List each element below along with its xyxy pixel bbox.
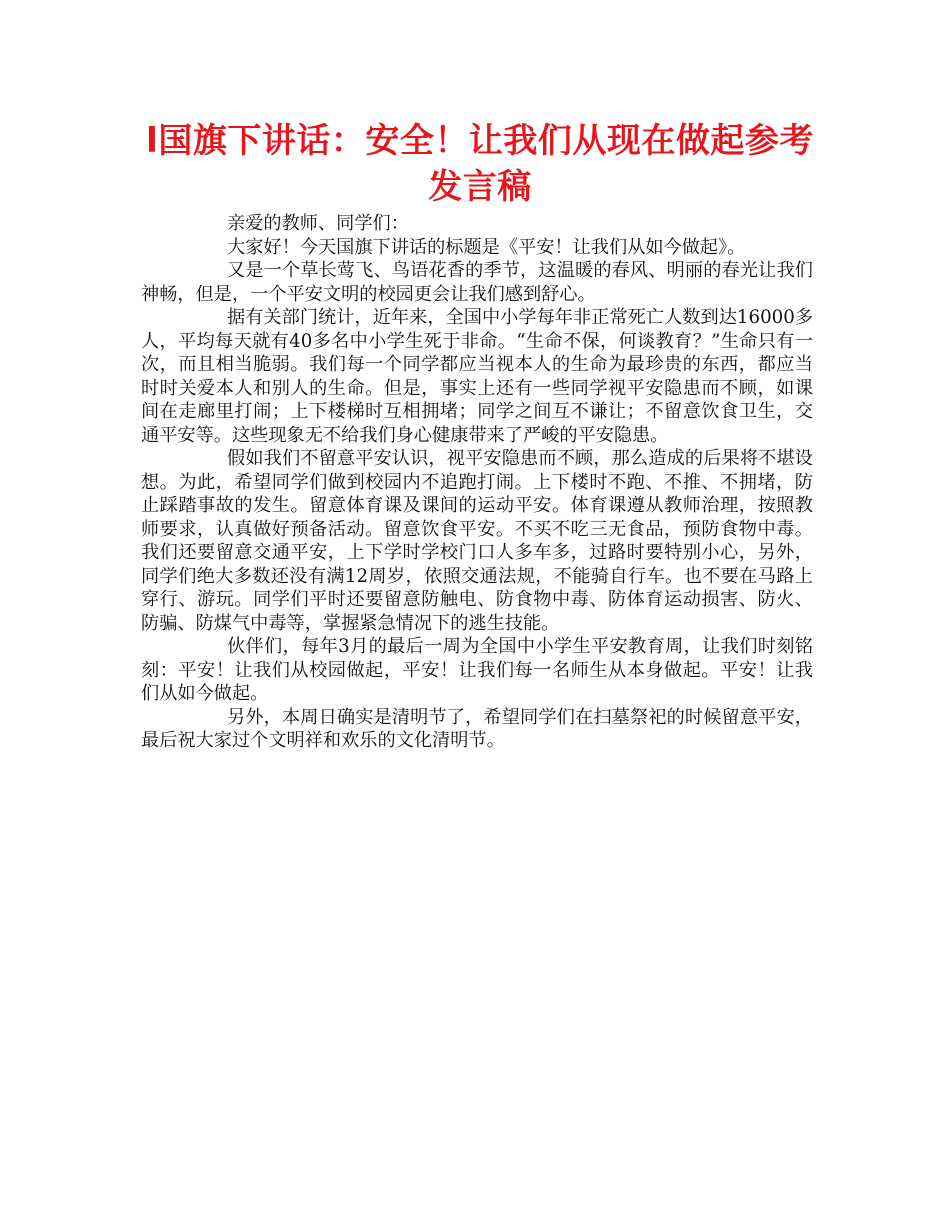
paragraph-greeting: 亲爱的教师、同学们： <box>227 213 409 234</box>
paragraph-season: 又是一个草长莺飞、鸟语花香的季节，这温暖的春风、明丽的春光让我们神畅，但是，一个平安文明的校园更会让我们感到舒心。 <box>141 260 813 305</box>
document-body <box>141 212 813 753</box>
paragraph-statistics: 据有关部门统计，近年来，全国中小学每年非正常死亡人数到达16000多人，平均每天就有40多名中小学生死于非命。“生命不保，何谈教育？”生命只有一次，而且相当脆弱。我们每一个同学都应当视本人的生命为最珍贵的东西，都应当时时关爱本人和别人的生命。但是，事实上还有一些同学视平安隐患而不顾，如课间在走廊里打闹；上下楼梯时互相拥堵；同学之间互不谦让；不留意饮食卫生，交通平安等。这些现象无不给我们身心健康带来了严峻的平安隐患。 <box>141 307 813 446</box>
paragraph-opening: 大家好！今天国旗下讲话的标题是《平安！让我们从如今做起》。 <box>227 236 746 258</box>
paragraph-safety-week: 伙伴们，每年3月的最后一周为全国中小学生平安教育周，让我们时刻铭刻：平安！让我们从校园做起，平安！让我们每一名师生从本身做起。平安！让我们从如今做起。 <box>141 636 813 704</box>
paragraph-closing: 另外，本周日确实是清明节了，希望同学们在扫墓祭祀的时候留意平安，最后祝大家过个文明祥和欢乐的文化清明节。 <box>141 706 813 751</box>
document-title: l国旗下讲话：安全！让我们从现在做起参考发言稿 <box>146 121 814 207</box>
paragraph-safety-rules: 假如我们不留意平安认识，视平安隐患而不顾，那么造成的后果将不堪设想。为此，希望同学们做到校园内不追跑打闹。上下楼时不跑、不推、不拥堵，防止踩踏事故的发生。留意体育课及课间的运动平安。体育课遵从教师治理，按照教师要求，认真做好预备活动。留意饮食平安。不买不吃三无食品，预防食物中毒。我们还要留意交通平安，上下学时学校门口人多车多，过路时要特别小心，另外，同学们绝大多数还没有满12周岁，依照交通法规，不能骑自行车。也不要在马路上穿行、游玩。同学们平时还要留意防触电、防食物中毒、防体育运动损害、防火、防骗、防煤气中毒等，掌握紧急情况下的逃生技能。 <box>141 448 813 634</box>
